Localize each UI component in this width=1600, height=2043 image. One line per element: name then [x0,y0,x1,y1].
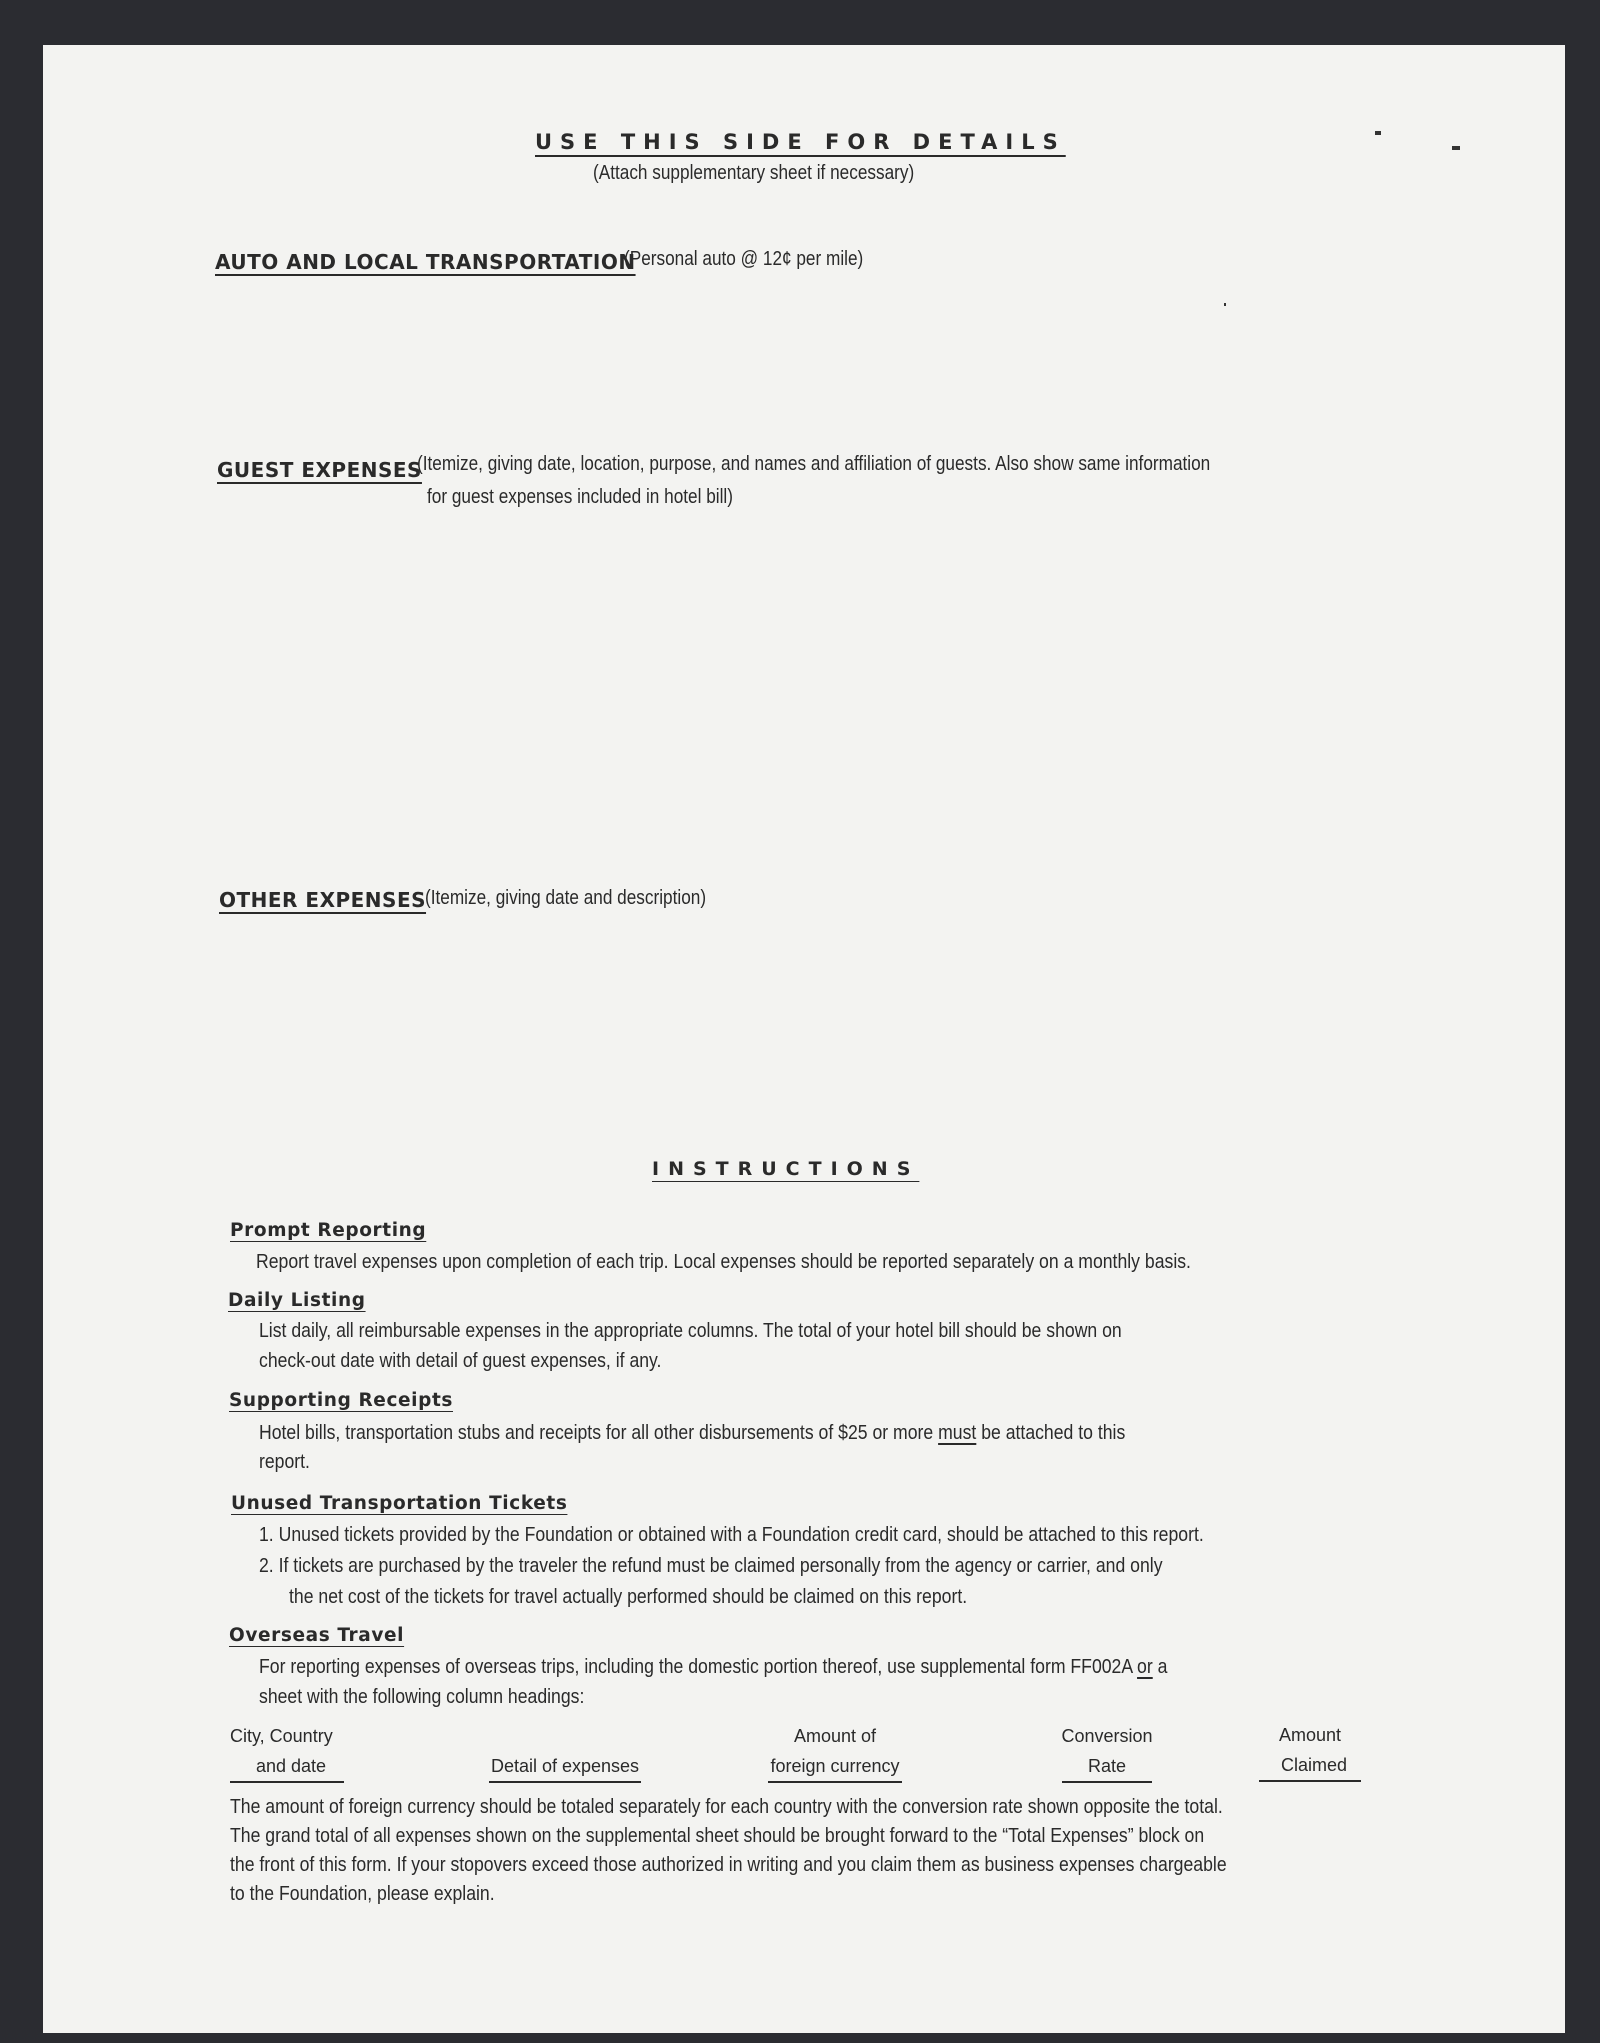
column-detail-of-expenses: Detail of expenses [475,1721,655,1783]
unused-tickets-item1: 1. Unused tickets provided by the Foundation or obtained with a Foundation credit card, should be attached to this report. [259,1523,1204,1546]
other-expenses-heading: OTHER EXPENSES [219,888,427,912]
supporting-receipts-line2: report. [259,1450,310,1473]
daily-listing-line1: List daily, all reimbursable expenses in the appropriate columns. The total of your hotel bill should be shown on [259,1319,1122,1342]
overseas-travel-heading: Overseas Travel [229,1625,405,1646]
other-expenses-note: (Itemize, giving date and description) [425,887,707,909]
unused-tickets-item2-line1: 2. If tickets are purchased by the traveler the refund must be claimed personally from the agency or carrier, and only [259,1554,1163,1577]
supporting-receipts-line1: Hotel bills, transportation stubs and receipts for all other disbursements of $25 or more must be attached to this [259,1421,1126,1444]
overseas-para-line3: the front of this form. If your stopovers exceed those authorized in writing and you claim them as business expenses chargeable [230,1853,1227,1876]
daily-listing-heading: Daily Listing [228,1290,366,1311]
column-foreign-currency: Amount of foreign currency [745,1721,925,1783]
column-city-country: City, Country and date [230,1721,410,1783]
overseas-para-line4: to the Foundation, please explain. [230,1882,495,1905]
column-conversion-rate: Conversion Rate [1032,1721,1182,1783]
ink-speck [1452,146,1460,150]
supporting-receipts-heading: Supporting Receipts [229,1390,453,1411]
daily-listing-line2: check-out date with detail of guest expenses, if any. [259,1349,662,1372]
unused-tickets-item2-line2: the net cost of the tickets for travel actually performed should be claimed on this report. [289,1585,968,1608]
overseas-travel-line1: For reporting expenses of overseas trips, including the domestic portion thereof, use supplemental form FF002A or a [259,1655,1168,1678]
ink-speck [1224,303,1226,306]
instructions-title: INSTRUCTIONS [652,1158,920,1180]
auto-transport-heading: AUTO AND LOCAL TRANSPORTATION [215,250,636,274]
guest-expenses-note-line2: for guest expenses included in hotel bill) [427,486,733,508]
unused-tickets-heading: Unused Transportation Tickets [231,1493,568,1514]
page-title: USE THIS SIDE FOR DETAILS [535,130,1066,154]
overseas-para-line1: The amount of foreign currency should be totaled separately for each country with the conversion rate shown opposite the total. [230,1795,1223,1818]
column-amount-claimed: Amount Claimed [1250,1720,1370,1782]
page-subtitle: (Attach supplementary sheet if necessary) [593,162,915,184]
ink-speck [1375,131,1381,135]
auto-transport-note: (Personal auto @ 12¢ per mile) [624,248,864,270]
overseas-travel-line2: sheet with the following column headings: [259,1685,585,1708]
prompt-reporting-text: Report travel expenses upon completion of each trip. Local expenses should be reported separately on a monthly basis. [256,1250,1191,1273]
guest-expenses-heading: GUEST EXPENSES [217,458,422,482]
prompt-reporting-heading: Prompt Reporting [230,1220,427,1241]
guest-expenses-note-line1: (Itemize, giving date, location, purpose, and names and affiliation of guests. Also show same information [417,453,1211,475]
overseas-para-line2: The grand total of all expenses shown on the supplemental sheet should be brought forward to the “Total Expenses” block on [230,1824,1205,1847]
